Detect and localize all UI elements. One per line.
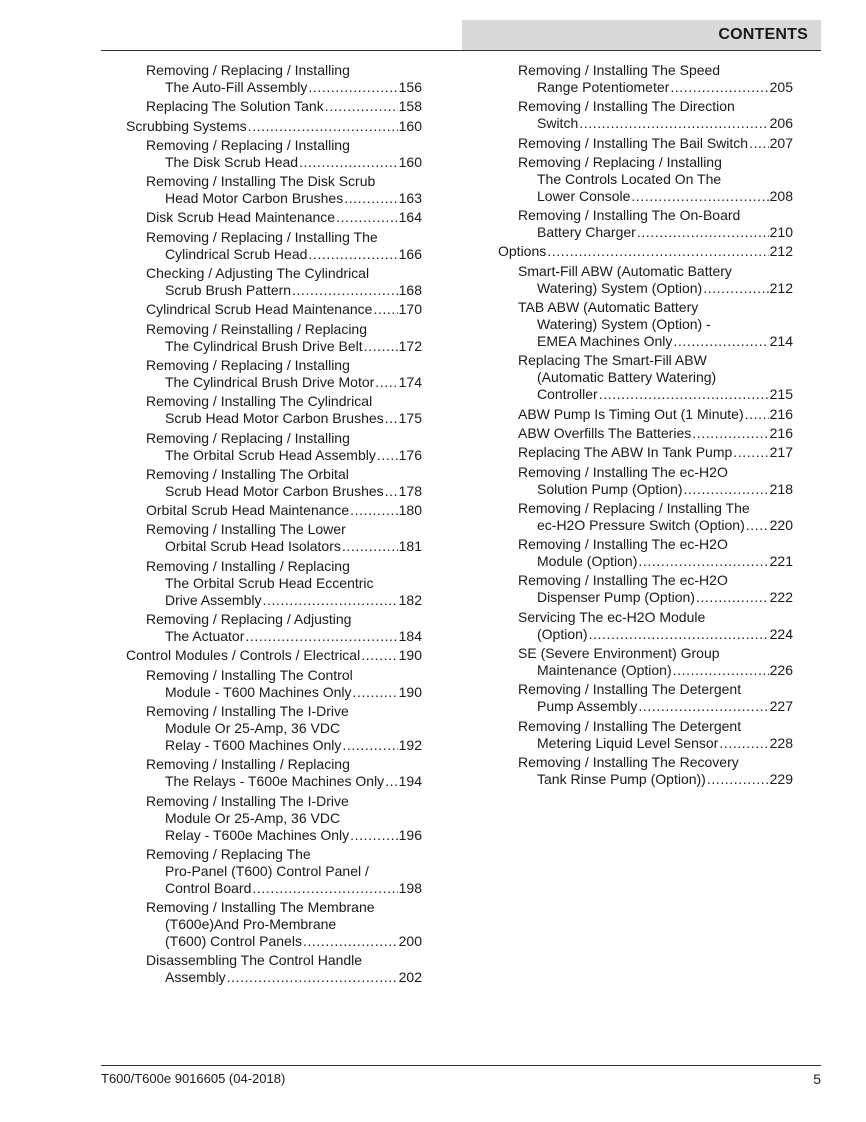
toc-entry-text: Replacing The Smart-Fill ABW — [518, 352, 707, 369]
toc-entry[interactable] — [126, 173, 422, 207]
header-divider — [101, 50, 821, 51]
toc-entry-text: Removing / Installing / Replacing — [146, 557, 350, 574]
toc-entry[interactable] — [498, 754, 793, 788]
toc-entry[interactable] — [126, 846, 422, 897]
toc-entry-text: Removing / Installing The ec-H2O — [518, 536, 728, 553]
toc-entry[interactable] — [126, 209, 422, 226]
toc-entry[interactable] — [498, 154, 793, 205]
dot-leader — [350, 502, 398, 519]
toc-entry-text: The Disk Scrub Head — [165, 153, 299, 170]
toc-entry-text: Lower Console — [537, 187, 631, 204]
toc-entry[interactable] — [126, 357, 422, 391]
dot-leader — [308, 79, 397, 96]
toc-entry[interactable] — [126, 952, 422, 986]
toc-entry[interactable] — [498, 299, 793, 350]
toc-page-number: 206 — [769, 115, 793, 132]
toc-entry-text: Pump Assembly — [537, 698, 638, 715]
toc-page-number: 198 — [398, 879, 422, 896]
toc-entry-text: Relay - T600e Machines Only — [165, 826, 350, 843]
toc-entry-text: Scrub Head Motor Carbon Brushes — [165, 482, 384, 499]
dot-leader — [692, 425, 768, 442]
toc-entry[interactable] — [126, 647, 422, 664]
toc-page-number: 205 — [769, 79, 793, 95]
toc-page-number: 192 — [398, 736, 422, 753]
toc-entry-text: Metering Liquid Level Sensor — [537, 734, 719, 751]
toc-entry[interactable] — [498, 243, 793, 260]
toc-page-number: 166 — [398, 245, 422, 262]
toc-page-number: 164 — [398, 209, 422, 226]
toc-page-number: 176 — [398, 446, 422, 463]
dot-leader — [245, 628, 397, 645]
toc-entry-text: Removing / Installing The Membrane — [146, 899, 375, 916]
toc-entry-text: The Orbital Scrub Head Assembly — [165, 446, 376, 463]
toc-page-number: 156 — [398, 79, 422, 95]
toc-entry[interactable] — [126, 703, 422, 754]
dot-leader — [631, 188, 768, 205]
dot-leader — [599, 386, 769, 403]
toc-entry[interactable] — [126, 558, 422, 609]
toc-entry-text: Servicing The ec-H2O Module — [518, 608, 706, 625]
dot-leader — [361, 647, 397, 664]
toc-page-number: 208 — [769, 187, 793, 204]
toc-entry-text: The Auto-Fill Assembly — [165, 79, 308, 95]
toc-page-number: 224 — [769, 625, 793, 642]
dot-leader — [336, 209, 398, 226]
toc-entry-text: Removing / Installing The Detergent — [518, 717, 742, 734]
toc-entry-text: Removing / Installing The Disk Scrub — [146, 173, 376, 190]
toc-entry-text: Removing / Replacing / Installing — [146, 356, 350, 373]
dot-leader — [308, 246, 397, 263]
toc-page-number: 212 — [769, 243, 793, 260]
toc-entry[interactable] — [126, 137, 422, 171]
toc-entry-text: Removing / Installing The Detergent — [518, 681, 742, 698]
toc-entry-text: Replacing The Solution Tank — [146, 98, 324, 115]
dot-leader — [385, 410, 398, 427]
toc-page-number: 170 — [398, 301, 422, 318]
toc-entry-text: Removing / Installing The Recovery — [518, 753, 739, 770]
toc-entry-text: Control Modules / Controls / Electrical — [126, 647, 361, 664]
dot-leader — [746, 517, 769, 534]
toc-entry-text: The Actuator — [165, 628, 245, 645]
toc-entry-text: Relay - T600 Machines Only — [165, 736, 342, 753]
toc-entry-text: Removing / Replacing / Adjusting — [146, 611, 352, 628]
dot-leader — [227, 969, 398, 986]
toc-entry-text: (Automatic Battery Watering) — [537, 369, 717, 386]
toc-entry[interactable] — [498, 135, 793, 152]
toc-entry[interactable] — [498, 609, 793, 643]
toc-right-column — [498, 62, 793, 790]
toc-entry[interactable] — [126, 118, 422, 135]
dot-leader — [385, 773, 397, 790]
toc-entry-text: Removing / Replacing / Installing — [146, 62, 350, 78]
dot-leader — [638, 553, 768, 570]
toc-page-number: 184 — [398, 628, 422, 645]
toc-page-number: 182 — [398, 591, 422, 608]
toc-entry-text: SE (Severe Environment) Group — [518, 645, 720, 662]
dot-leader — [342, 538, 398, 555]
toc-entry[interactable] — [498, 645, 793, 679]
toc-page-number: 168 — [398, 282, 422, 299]
toc-entry[interactable] — [498, 681, 793, 715]
dot-leader — [377, 447, 398, 464]
toc-entry-text: Module Or 25-Amp, 36 VDC — [165, 719, 341, 736]
dot-leader — [303, 933, 398, 950]
toc-entry-text: Removing / Replacing / Installing The — [146, 228, 378, 245]
dot-leader — [703, 280, 768, 297]
toc-entry[interactable] — [498, 98, 793, 132]
toc-entry-text: Removing / Installing The On-Board — [518, 207, 741, 224]
toc-entry-text: Tank Rinse Pump (Option)) — [537, 770, 706, 787]
dot-leader — [547, 243, 768, 260]
dot-leader — [292, 282, 398, 299]
toc-entry-text: Scrub Head Motor Carbon Brushes — [165, 410, 384, 427]
dot-leader — [638, 698, 768, 715]
toc-entry[interactable] — [126, 301, 422, 318]
toc-page-number: 210 — [769, 224, 793, 241]
toc-entry-text: Checking / Adjusting The Cylindrical — [146, 265, 370, 282]
toc-entry-text: Removing / Installing The Control — [146, 666, 353, 683]
toc-entry[interactable] — [498, 425, 793, 442]
toc-page-number: 158 — [398, 98, 422, 115]
toc-page-number: 202 — [398, 969, 422, 986]
toc-entry-text: Scrubbing Systems — [126, 117, 247, 134]
dot-leader — [342, 737, 397, 754]
dot-leader — [696, 589, 769, 606]
page-number: 5 — [813, 1071, 821, 1087]
dot-leader — [707, 771, 769, 788]
toc-page-number: 222 — [769, 589, 793, 606]
dot-leader — [719, 735, 768, 752]
dot-leader — [673, 662, 769, 679]
toc-entry-text: Control Board — [165, 879, 252, 896]
toc-entry-text: Removing / Installing The Orbital — [146, 465, 349, 482]
toc-entry[interactable] — [498, 406, 793, 423]
toc-page-number: 216 — [769, 405, 793, 422]
dot-leader — [375, 374, 397, 391]
toc-entry[interactable] — [126, 430, 422, 464]
dot-leader — [353, 684, 398, 701]
dot-leader — [745, 406, 769, 423]
toc-entry[interactable] — [126, 793, 422, 844]
toc-entry-text: ABW Overfills The Batteries — [518, 424, 692, 441]
toc-page-number: 218 — [769, 480, 793, 497]
toc-entry-text: Range Potentiometer — [537, 79, 670, 95]
toc-entry-text: Removing / Installing The ec-H2O — [518, 463, 728, 480]
toc-entry-text: Module Or 25-Amp, 36 VDC — [165, 809, 341, 826]
toc-entry[interactable] — [126, 667, 422, 701]
toc-entry[interactable] — [498, 207, 793, 241]
toc-page-number: 221 — [769, 553, 793, 570]
toc-entry-text: Removing / Replacing / Installing The — [518, 499, 750, 516]
dot-leader — [589, 626, 769, 643]
toc-entry-text: Cylindrical Scrub Head — [165, 245, 308, 262]
toc-entry-text: The Relays - T600e Machines Only — [165, 773, 385, 790]
toc-entry-text: Options — [498, 243, 547, 260]
toc-page-number: 229 — [769, 770, 793, 787]
dot-leader — [299, 154, 398, 171]
toc-entry[interactable] — [126, 321, 422, 355]
toc-page-number: 214 — [769, 333, 793, 350]
dot-leader — [579, 115, 768, 132]
toc-entry-text: Assembly — [165, 969, 226, 986]
footer-doc-id: T600/T600e 9016605 (04-2018) — [101, 1071, 286, 1086]
toc-entry[interactable] — [126, 899, 422, 950]
toc-page-number: 181 — [398, 538, 422, 555]
toc-page-number: 180 — [398, 502, 422, 519]
toc-page-number: 190 — [398, 683, 422, 700]
toc-entry[interactable] — [126, 521, 422, 555]
toc-page-number: 163 — [398, 190, 422, 207]
toc-entry-text: Disk Scrub Head Maintenance — [146, 209, 336, 226]
toc-entry[interactable] — [126, 611, 422, 645]
toc-page-number: 207 — [769, 134, 793, 151]
toc-entry-text: The Cylindrical Brush Drive Motor — [165, 373, 375, 390]
toc-entry-text: Smart-Fill ABW (Automatic Battery — [518, 262, 732, 279]
dot-leader — [364, 338, 398, 355]
toc-entry[interactable] — [498, 444, 793, 461]
dot-leader — [673, 333, 768, 350]
toc-entry-text: The Orbital Scrub Head Eccentric — [165, 574, 374, 591]
toc-page-number: 194 — [398, 773, 422, 790]
toc-entry[interactable] — [498, 62, 793, 96]
toc-entry[interactable] — [126, 502, 422, 519]
toc-entry-text: (Option) — [537, 625, 588, 642]
toc-left-column — [126, 62, 422, 989]
toc-entry-text: Module - T600 Machines Only — [165, 683, 352, 700]
toc-page-number: 215 — [769, 386, 793, 403]
toc-entry-text: Removing / Installing The ec-H2O — [518, 572, 728, 589]
toc-page-number: 217 — [769, 444, 793, 461]
toc-entry[interactable] — [126, 98, 422, 115]
dot-leader — [252, 880, 397, 897]
toc-entry-text: Removing / Installing The Bail Switch — [518, 134, 749, 151]
toc-entry-text: Removing / Reinstalling / Replacing — [146, 320, 367, 337]
toc-entry[interactable] — [498, 536, 793, 570]
toc-page-number: 175 — [398, 410, 422, 427]
dot-leader — [325, 98, 398, 115]
toc-entry-text: The Controls Located On The — [537, 170, 722, 187]
toc-entry[interactable] — [498, 464, 793, 498]
toc-page-number: 200 — [398, 933, 422, 950]
dot-leader — [344, 190, 397, 207]
toc-entry-text: Removing / Installing The Cylindrical — [146, 393, 373, 410]
toc-entry-text: Cylindrical Scrub Head Maintenance — [146, 301, 373, 318]
toc-entry[interactable] — [126, 229, 422, 263]
toc-entry-text: TAB ABW (Automatic Battery — [518, 299, 699, 316]
toc-entry-text: Switch — [537, 115, 579, 132]
toc-entry-text: Removing / Installing The Speed — [518, 62, 721, 78]
toc-entry[interactable] — [126, 756, 422, 790]
toc-entry-text: Removing / Replacing The — [146, 845, 311, 862]
toc-entry-text: Orbital Scrub Head Maintenance — [146, 502, 350, 519]
toc-entry-text: Removing / Replacing / Installing — [146, 429, 350, 446]
toc-entry-text: (T600e)And Pro-Membrane — [165, 916, 337, 933]
toc-entry[interactable] — [126, 466, 422, 500]
toc-entry-text: Removing / Replacing / Installing — [146, 136, 350, 153]
toc-entry-text: Removing / Installing The Direction — [518, 98, 735, 115]
toc-entry[interactable] — [498, 718, 793, 752]
footer-divider — [101, 1065, 821, 1066]
dot-leader — [684, 481, 769, 498]
page-title: CONTENTS — [718, 26, 808, 43]
toc-page-number: 227 — [769, 698, 793, 715]
dot-leader — [248, 118, 398, 135]
dot-leader — [749, 135, 769, 152]
toc-entry[interactable] — [498, 352, 793, 403]
toc-entry-text: ABW Pump Is Timing Out (1 Minute) — [518, 405, 744, 422]
dot-leader — [670, 79, 768, 96]
toc-page-number: 196 — [398, 826, 422, 843]
toc-entry-text: Removing / Installing The I-Drive — [146, 702, 349, 719]
toc-entry-text: Removing / Installing The Lower — [146, 521, 346, 538]
toc-entry-text: Drive Assembly — [165, 591, 262, 608]
toc-entry-text: Module (Option) — [537, 553, 638, 570]
dot-leader — [350, 827, 397, 844]
toc-entry-text: Watering) System (Option) — [537, 279, 703, 296]
toc-entry[interactable] — [498, 500, 793, 534]
toc-entry-text: Battery Charger — [537, 224, 636, 241]
toc-entry[interactable] — [126, 62, 422, 96]
toc-entry-text: Removing / Installing The I-Drive — [146, 792, 349, 809]
toc-entry-text: Orbital Scrub Head Isolators — [165, 538, 341, 555]
toc-entry-text: Removing / Replacing / Installing — [518, 153, 722, 170]
toc-page-number: 216 — [769, 424, 793, 441]
toc-entry-text: Dispenser Pump (Option) — [537, 589, 695, 606]
toc-page-number: 226 — [769, 662, 793, 679]
dot-leader — [733, 444, 768, 461]
toc-entry[interactable] — [126, 265, 422, 299]
dot-leader — [637, 224, 769, 241]
toc-entry-text: Disassembling The Control Handle — [146, 952, 363, 969]
toc-entry-text: ec-H2O Pressure Switch (Option) — [537, 516, 745, 533]
toc-page-number: 212 — [769, 279, 793, 296]
toc-entry-text: Pro-Panel (T600) Control Panel / — [165, 862, 369, 879]
toc-page-number: 228 — [769, 734, 793, 751]
toc-page-number: 220 — [769, 516, 793, 533]
toc-entry-text: EMEA Machines Only — [537, 333, 673, 350]
toc-entry[interactable] — [498, 572, 793, 606]
toc-entry-text: The Cylindrical Brush Drive Belt — [165, 337, 363, 354]
toc-entry[interactable] — [126, 393, 422, 427]
toc-entry[interactable] — [498, 263, 793, 297]
toc-entry-text: Scrub Brush Pattern — [165, 282, 292, 299]
toc-page-number: 174 — [398, 373, 422, 390]
toc-entry-text: Watering) System (Option) - — [537, 316, 711, 333]
toc-entry-text: Controller — [537, 386, 598, 403]
toc-entry-text: Maintenance (Option) — [537, 662, 672, 679]
toc-page-number: 160 — [398, 117, 422, 134]
toc-entry-text: Replacing The ABW In Tank Pump — [518, 444, 733, 461]
toc-entry-text: Solution Pump (Option) — [537, 480, 683, 497]
toc-page-number: 160 — [398, 153, 422, 170]
dot-leader — [385, 483, 398, 500]
toc-entry-text: Head Motor Carbon Brushes — [165, 190, 344, 207]
dot-leader — [373, 301, 397, 318]
dot-leader — [262, 592, 397, 609]
toc-page-number: 172 — [398, 337, 422, 354]
toc-page-number: 190 — [398, 647, 422, 664]
toc-entry-text: (T600) Control Panels — [165, 933, 302, 950]
toc-entry-text: Removing / Installing / Replacing — [146, 756, 350, 773]
toc-page-number: 178 — [398, 482, 422, 499]
